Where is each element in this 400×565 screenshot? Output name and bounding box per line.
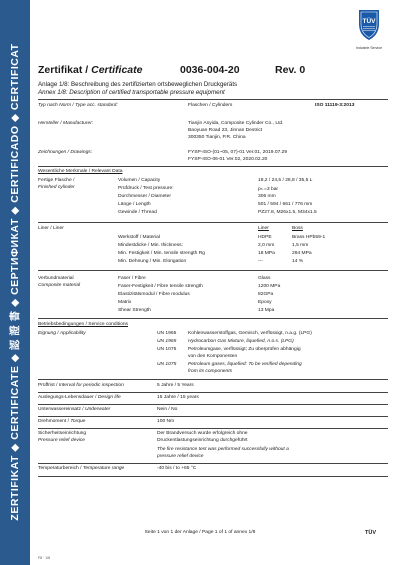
composite-row-label: Matrix (118, 300, 132, 305)
un-description: Petroleum gases, liquefied: To be verified depending (188, 362, 302, 367)
boss-value: 14 % (292, 259, 304, 264)
composite-value: 1200 MPa (258, 284, 281, 289)
relevant-data-heading: Wesentliche Merkmale / Relevant Data (38, 169, 123, 174)
un-description: Petroleumgase, verflüssigt; Zu überprüfen abhängig (188, 347, 301, 352)
liner-row-label: Werkstoff / Material (118, 235, 160, 240)
spec-value: PZ27.8, M26x1.5, M34x1.5 (258, 210, 317, 215)
service-label-en: Design life (97, 395, 121, 400)
temperature-label-en: Temperature range (82, 466, 125, 471)
service-label-de: Drehmoment / (38, 419, 71, 424)
page-footer: Seite 1 von 1 der Anlage / Page 1 of 1 of annex 1/8 (144, 530, 256, 535)
liner-value: 18 MPa (258, 251, 275, 256)
composite-row-label: Faser-Festigkeit / Fibre tensile strength (118, 284, 203, 289)
temperature-label (38, 466, 124, 471)
manufacturer-line: 300350 Tianjin, P.R. China (188, 135, 246, 140)
service-label-en: Interval for periodic inspection (58, 383, 124, 388)
divider (38, 166, 388, 167)
composite-value: Epoxy (258, 300, 272, 305)
manufacturer-line: Baoyuan Road 23, Jinnan Destrict (188, 128, 263, 133)
service-conditions-heading: Betriebsbedingungen / Service conditions (38, 322, 128, 327)
divider (38, 404, 388, 405)
liner-value: HDPE (258, 235, 272, 240)
liner-value: --- (258, 259, 263, 264)
spec-label: Volumen / Capacity (118, 178, 161, 183)
manufacturer-line: Tianjin Anyida, Composite Cylinder Co., Ltd. (188, 121, 284, 126)
spec-value: 18,2 / 24,5 / 28,8 / 35,5 L (258, 178, 313, 183)
service-value: Nein / No (157, 407, 178, 412)
service-label (38, 419, 85, 424)
liner-value: 2,0 mm (258, 243, 275, 248)
drawings-label: Zeichnungen / Drawings: (38, 150, 93, 155)
title-de: Zertifikat (38, 64, 83, 76)
un-description: Kohlenwasserstoffgas, Gemisch, verflüssigt, n.a.g. (LPG) (188, 331, 312, 336)
service-label (38, 383, 124, 388)
service-label-en: Underwater (85, 407, 111, 412)
spec-label: Prüfdruck / Test pressure: (118, 186, 174, 191)
spec-value: 306 mm (258, 194, 276, 199)
un-number: UN 1075 (157, 362, 177, 367)
divider (38, 379, 388, 380)
un-description: von den Komponenten (188, 354, 238, 359)
temperature-label-de: Temperaturbereich / (38, 466, 83, 471)
liner-col-header: Liner (258, 226, 269, 231)
certificate-title (38, 64, 142, 76)
divider (38, 222, 388, 223)
un-number: UN 1075 (157, 347, 177, 352)
temperature-value: -40 bis / to +65 °C (157, 466, 197, 471)
type-value: Flaschen / Cylinders (188, 103, 233, 108)
service-label (38, 395, 121, 400)
liner-row-label: Mindestdicke / Min. thickness: (118, 243, 183, 248)
divider (38, 428, 388, 429)
composite-value: Glass (258, 276, 271, 281)
spec-value: pₕ =3 bar (258, 187, 279, 192)
svg-text:TÜV: TÜV (362, 18, 376, 25)
boss-value: 1,5 mm (292, 243, 309, 248)
un-description: from its components (188, 369, 233, 374)
service-label-en: Torque (70, 419, 86, 424)
divider (38, 99, 388, 100)
side-band-text: ZERTIFIKAT ◆ CERTIFICATE ◆ 認 證 書 ◆ СЕРТИФИКАТ ◆ CERTIFICADO ◆ CERTIFICAT (9, 43, 21, 521)
finished-cylinder-label-en: Finished cylinder (38, 185, 75, 190)
divider (38, 270, 388, 271)
relief-device-label-en: Pressure relief device (38, 438, 86, 443)
divider (38, 318, 388, 319)
liner-label: Liner / Liner (38, 226, 64, 231)
composite-value: 82GPa (258, 292, 274, 297)
liner-row-label: Min. Dehnung / Min. Elongation (118, 259, 187, 264)
un-number: UN 1965 (157, 339, 177, 344)
iso-standard: ISO 11119-3:2013 (315, 103, 355, 108)
spec-label: Durchmesser / Diameter (118, 194, 171, 199)
service-value: 15 Jahre / 15 years (157, 395, 199, 400)
divider (38, 416, 388, 417)
spec-label: Länge / Length (118, 202, 151, 207)
revision: Rev. 0 (275, 64, 306, 76)
composite-value: 13 Mpa (258, 308, 275, 313)
boss-value: 294 MPa (292, 251, 312, 256)
form-code: F8 · 1/8 (38, 556, 51, 560)
annex-en-text: Annex 1/8: Description of certified transportable pressure equipment (38, 89, 225, 96)
composite-row-label: Elastizitätsmodul / Fibre modulus (118, 292, 190, 297)
relief-device-text: Der Brandversuch wurde erfolgreich ohne (157, 431, 248, 436)
relief-device-label-de: Sicherheitseinrichtung (38, 431, 87, 436)
relief-device-text-en: The fire resistance test was performed successfully without a (157, 447, 289, 452)
service-label-de: Prüffrist / (38, 383, 59, 388)
relief-device-text: Druckentlastungseinrichtung durchgeführt (157, 438, 248, 443)
annex-en (38, 89, 225, 96)
logo-subtitle: Industrie Service (355, 46, 383, 50)
certificate-side-band (0, 0, 30, 565)
service-value: 100 Nm (157, 419, 175, 424)
title-en: Certificate (91, 64, 143, 76)
divider (38, 392, 388, 393)
annex-de: Anlage 1/8: Beschreibung des zertifizierten ortsbeweglichen Druckgeräts (38, 81, 238, 88)
service-label-de: Auslegungs-Lebensdauer / (38, 395, 98, 400)
spec-label: Gewinde / Thread (118, 210, 157, 215)
divider (38, 463, 388, 464)
boss-value: Brass HPb59-1 (292, 235, 326, 240)
liner-row-label: Min. Festigkeit / Min. tensile strength Rg (118, 251, 205, 256)
finished-cylinder-label-de: Fertige Flasche / (38, 178, 75, 183)
service-value: 5 Jahre / 5 Years (157, 383, 194, 388)
spec-value: 501 / 594 / 661 / 776 mm (258, 202, 313, 207)
un-description: Hydrocarbon Gas Mixture, liquefied, n.o.s. (LPG) (188, 339, 294, 344)
footer-tuv-mark: TÜV (365, 530, 376, 536)
service-label-de: Unterwassereinsatz / (38, 407, 86, 412)
certificate-number: 0036-004-20 (180, 64, 240, 76)
composite-row-label: Faser / Fibre (118, 276, 146, 281)
service-label (38, 407, 110, 412)
divider (38, 476, 388, 477)
composite-row-label: Shear Strength (118, 308, 151, 313)
drawings-line: FYSP-ISO-06-01 Ver.02, 2020.02.20 (188, 157, 268, 162)
type-label: Typ nach Norm / Type acc. standard: (38, 103, 118, 108)
boss-col-header: Boss (292, 226, 303, 231)
manufacturer-label: Hersteller / Manufacturer: (38, 121, 94, 126)
composite-label-en: Composite material (38, 283, 81, 288)
title-separator: / (82, 64, 92, 76)
relief-device-text-en: pressure relief device (157, 454, 204, 459)
composite-label-de: Verbundmaterial (38, 276, 74, 281)
drawings-line: FYSP-ISO-(01~05, 07)-01 Ver.01, 2019.07.29 (188, 150, 288, 155)
un-number: UN 1965 (157, 331, 177, 336)
tuv-logo-icon (356, 8, 382, 42)
applicability-label: Eignung / Applicability (38, 331, 86, 336)
